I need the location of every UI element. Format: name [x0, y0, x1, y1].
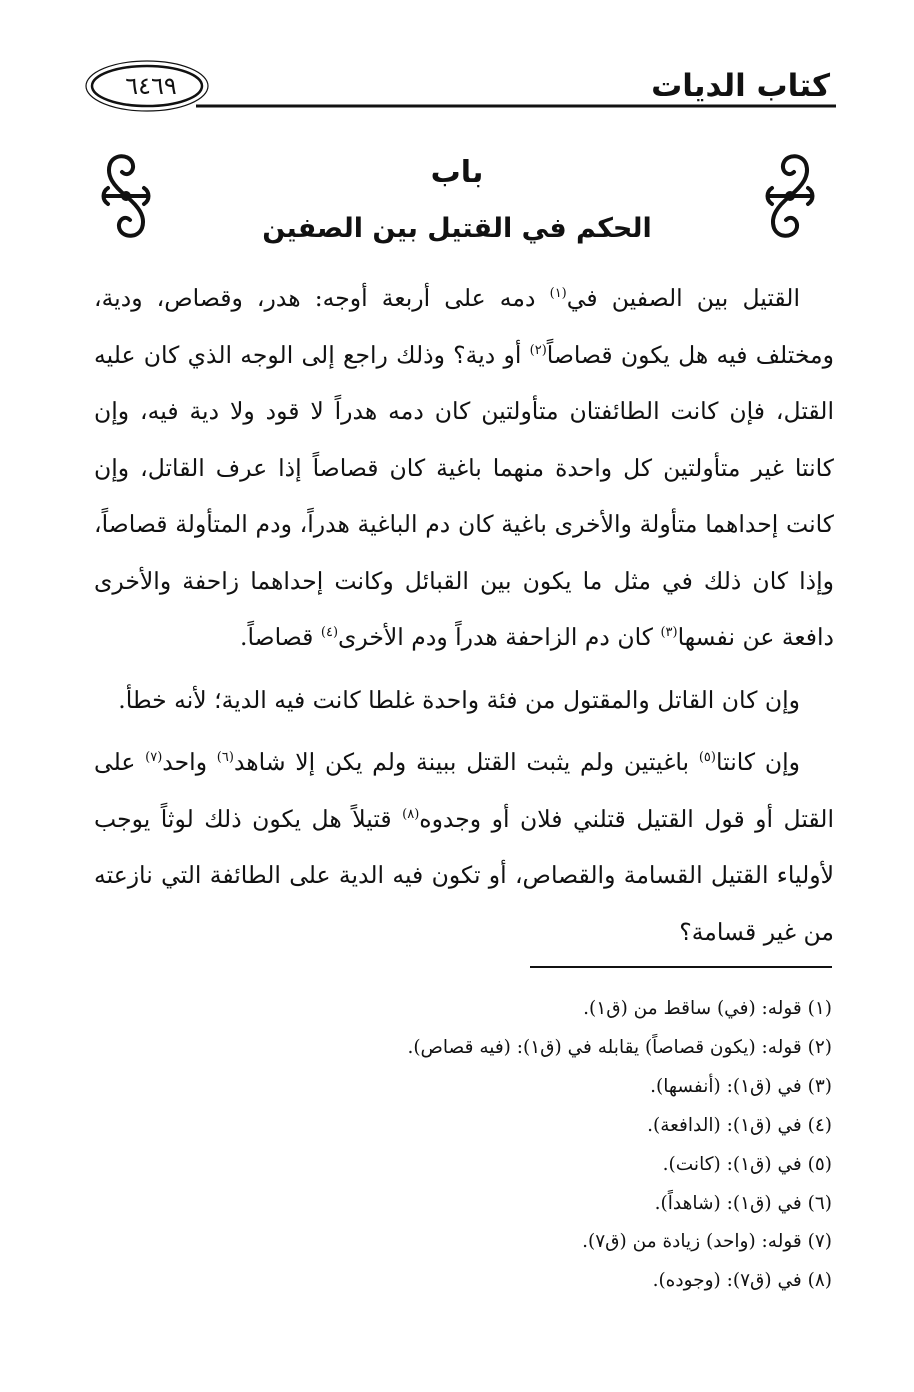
footnote: (٨) في (ق٧): (وجوده).	[652, 1270, 832, 1292]
footnotes	[94, 990, 834, 1301]
text-run: واحد	[162, 748, 217, 776]
footnote-marker: (٤)	[320, 625, 339, 641]
text-run: دمه على أربعة أوجه: هدر، وقصاص، ودية، ومختلف فيه هل يكون قصاصاً	[94, 284, 834, 369]
body-paragraph	[94, 270, 834, 666]
footnote: (٣) في (ق١): (أنفسها).	[650, 1075, 832, 1097]
text-run: أو دية؟ وذلك راجع إلى الوجه الذي كان عليه القتل، فإن كانت الطائفتان متأولتين كان دمه هدراً لا قود ولا دية فيه، وإن كانتا غير متأولتين كل واحدة منهما باغية كان قصاصاً إذا عرف القاتل، وإن كانت إحداهما متأولة والأخرى باغية كان دم الباغية هدراً، ودم المتأولة قصاصاً، وإذا كان ذلك في مثل ما يكون بين القبائل وكانت إحداهما زاحفة والأخرى دافعة عن نفسها	[94, 340, 834, 651]
footnote-marker: (٧)	[145, 750, 163, 766]
footnote-marker: (٦)	[216, 750, 234, 766]
footnote-marker: (٥)	[698, 750, 716, 766]
header-frame	[0, 0, 914, 125]
body-text	[94, 270, 834, 960]
text-run: باغيتين ولم يثبت القتل ببينة ولم يكن إلا شاهد	[233, 748, 699, 776]
text-run: وإن كانتا	[715, 748, 801, 776]
text-run: كان دم الزاحفة هدراً ودم الأخرى	[338, 623, 661, 651]
footnote: (٥) في (ق١): (كانت).	[662, 1153, 832, 1175]
footnote: (٦) في (ق١): (شاهداً).	[654, 1192, 832, 1214]
text-run: قصاصاً.	[240, 623, 321, 651]
footnote-separator	[530, 966, 832, 968]
footnote: (٤) في (ق١): (الدافعة).	[647, 1114, 832, 1136]
page-header	[0, 0, 914, 125]
book-title: كتاب الديات	[651, 68, 830, 104]
footnote-marker: (٣)	[660, 625, 678, 641]
footnote-marker: (٨)	[402, 806, 420, 822]
text-run: وإن كان القاتل والمقتول من فئة واحدة غلطا كانت فيه الدية؛ لأنه خطأ.	[118, 685, 800, 714]
body-paragraph	[94, 734, 834, 960]
footnote: (١) قوله: (في) ساقط من (ق١).	[583, 998, 832, 1019]
footnote: (٢) قوله: (يكون قصاصاً) يقابله في (ق١): (فيه قصاص).	[407, 1036, 832, 1058]
footnote: (٧) قوله: (واحد) زيادة من (ق٧).	[582, 1231, 832, 1253]
footnote-marker: (٢)	[529, 342, 547, 358]
body-paragraph	[94, 672, 834, 729]
text-run: قتيلاً هل يكون ذلك لوثاً يوجب لأولياء القتيل القسامة والقصاص، أو تكون فيه الدية على الطائفة التي نازعته من غير قسامة؟	[94, 804, 834, 946]
chapter-label: باب	[430, 155, 484, 190]
footnote-marker: (١)	[549, 286, 567, 302]
page-number: ٦٤٦٩	[125, 72, 177, 100]
text-run: على القتل أو قول القتيل قتلني فلان أو وجدوه	[94, 748, 834, 833]
text-run: القتيل بين الصفين في	[566, 284, 801, 312]
chapter-title: الحكم في القتيل بين الصفين	[262, 213, 652, 244]
